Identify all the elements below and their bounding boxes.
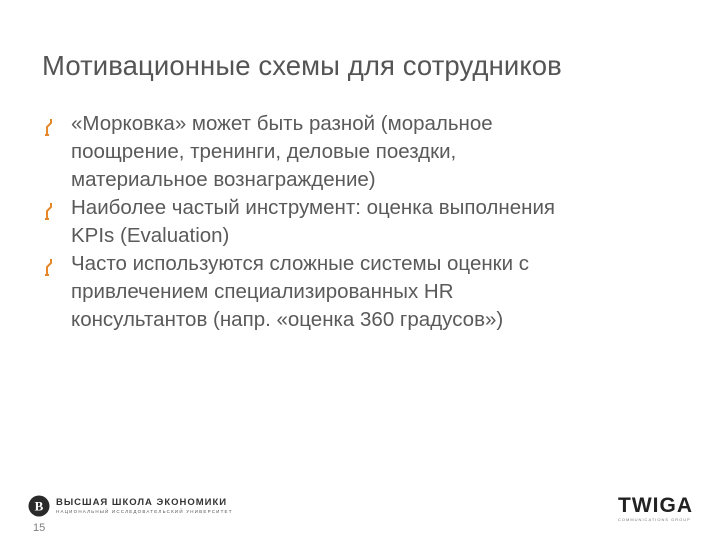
bullet-item: [44, 194, 664, 250]
bullet-line: Наиболее частый инструмент: оценка выполнения: [71, 196, 555, 219]
orange-bracket-icon: [44, 118, 56, 136]
bullet-list: [44, 110, 664, 334]
slide-title: Мотивационные схемы для сотрудников: [42, 50, 562, 81]
bullet-line: консультантов (напр. «оценка 360 градусов»): [71, 308, 504, 331]
svg-text:В: В: [34, 498, 44, 514]
hse-logo: [28, 493, 233, 519]
bullet-line: привлечением специализированных HR: [71, 280, 454, 303]
page-number: 15: [33, 522, 46, 534]
hse-name: ВЫСШАЯ ШКОЛА ЭКОНОМИКИ: [56, 497, 228, 508]
orange-bracket-icon: [44, 258, 56, 276]
orange-bracket-icon: [44, 202, 56, 220]
bullet-item: [44, 110, 664, 194]
hse-emblem-icon: [28, 495, 50, 517]
bullet-item: [44, 250, 664, 334]
bullet-line: KPIs (Evaluation): [71, 224, 230, 247]
twiga-name: TWIGA: [618, 494, 693, 517]
bullet-line: материальное вознаграждение): [71, 168, 376, 191]
twiga-subtitle: COMMUNICATIONS GROUP: [618, 517, 691, 522]
bullet-line: «Морковка» может быть разной (моральное: [71, 112, 493, 135]
bullet-line: поощрение, тренинги, деловые поездки,: [71, 140, 457, 163]
bullet-line: Часто используются сложные системы оценки с: [71, 252, 530, 275]
hse-subtitle: НАЦИОНАЛЬНЫЙ ИССЛЕДОВАТЕЛЬСКИЙ УНИВЕРСИТЕТ: [56, 509, 233, 514]
twiga-logo: [618, 495, 693, 523]
